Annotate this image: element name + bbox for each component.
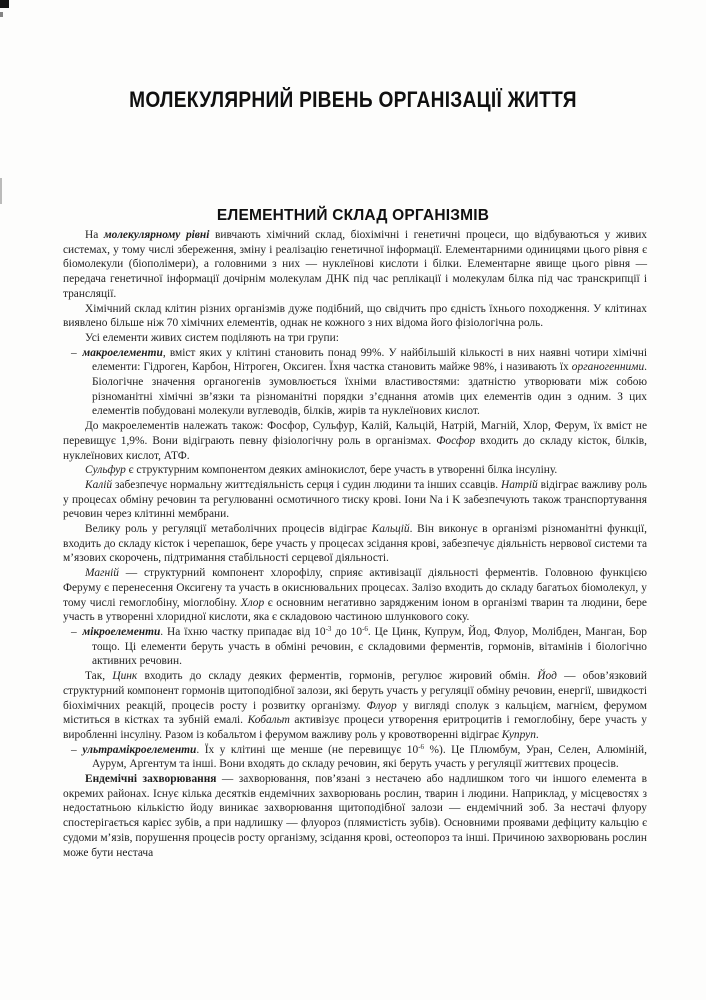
text-run: Калій: [85, 478, 113, 491]
text-run: Цинк: [112, 670, 138, 683]
bullet-dash: –: [71, 743, 83, 756]
text-run: мікроелементи: [82, 625, 161, 638]
list-item: [63, 625, 647, 669]
text-run: Ендемічні захворювання: [85, 773, 217, 786]
text-run: -3: [325, 624, 332, 633]
text-run: Купруп: [501, 728, 536, 741]
text-run: Кобальт: [247, 714, 290, 727]
text-run: Сульфур: [85, 464, 126, 477]
paragraph: [63, 772, 647, 860]
scan-speck-streak: [0, 178, 2, 204]
text-run: %). Це Плюмбум, Уран, Селен, Алюміній, Аурум, Аргентум та інші. Вони входять до складу речовин, які беруть участь у регуляції життєвих процесів.: [92, 743, 647, 771]
text-run: До макроелементів належать також: Фосфор, Сульфур, Калій, Кальцій, Натрій, Магній, Хлор, Ферум, їх вміст не перевищує 1,9%. Вони відіграють певну фізіологічну роль в організмах.: [63, 420, 647, 447]
paragraph: [63, 228, 647, 302]
page-title: МОЛЕКУЛЯРНИЙ РІВЕНЬ ОРГАНІЗАЦІЇ ЖИТТЯ: [129, 86, 577, 112]
text-run: молекулярному рівні: [103, 229, 210, 241]
text-run: Магній: [85, 567, 119, 580]
text-run: -6: [362, 624, 368, 633]
paragraph: [63, 478, 647, 522]
scan-speck-corner: [0, 0, 9, 8]
text-run: до 10: [331, 625, 363, 638]
text-run: На: [85, 229, 104, 241]
text-run: — структурний компонент хлорофілу, сприяє активізації діяльності ферментів. Головною функцією Феруму є перенесення Оксигену та участь в окиснювальних процесах. Залізо входить до складу багатьох біомолекул, у тому числі гемоглобіну, міоглобіну.: [63, 567, 647, 609]
text-run: активізує процеси утворення еритроцитів і гемоглобіну, бере участь у виробленні інсуліну. Разом із кобальтом і ферумом важливу роль у кровотворенні відіграє: [63, 714, 648, 741]
paragraph: [63, 463, 647, 478]
list-item: [63, 346, 647, 420]
text-run: є основним негативно зарядженим іоном в організмі тварин та людини, бере участь в утворенні хлоридної кислоти, яка є складовою частиною шлункового соку.: [63, 596, 647, 624]
paragraph: [63, 566, 647, 625]
text-run: входить до складу деяких ферментів, гормонів, регулює жировий обмін.: [137, 670, 538, 683]
text-run: , вміст яких у клітині становить понад 99%. У найбільшій кількості в них наявні чотири хімічні елементи: Гідроген, Карбон, Нітроген, Оксиген. Їхня частка становить майже 98%, і називають їх: [92, 346, 647, 374]
text-run: Фосфор: [436, 434, 476, 447]
text-run: -6: [418, 742, 425, 751]
text-run: макроелементи: [82, 346, 163, 359]
text-run: Флуор: [366, 699, 397, 712]
paragraph: [63, 302, 647, 331]
scan-speck-small: [0, 12, 3, 17]
text-run: Хімічний склад клітин різних організмів дуже подібний, що свідчить про єдність їхнього походження. У клітинах виявлено більше ніж 70 хімічних елементів, однак не кожного з них відома його фізіологічна роль.: [63, 302, 647, 330]
list-item: [63, 743, 647, 772]
text-run: . Це Цинк, Купрум, Йод, Флуор, Молібден, Манган, Бор тощо. Ці елементи беруть участь в обміні речовин, є складовими ферментів, гормонів, вітамінів і біологічно активних речовин.: [92, 625, 648, 668]
text-run: .: [535, 728, 539, 741]
text-run: входить до складу кісток, білків, нуклеїнових кислот, АТФ.: [63, 434, 647, 462]
text-run: Натрій: [501, 478, 538, 491]
paragraph: [63, 522, 647, 566]
text-run: є структурним компонентом деяких амінокислот, бере участь в утворенні білка інсуліну.: [125, 464, 558, 477]
bullet-dash: –: [71, 346, 83, 359]
text-run: Хлор: [240, 596, 265, 609]
text-run: . Він виконує в організмі різноманітні функції, входить до складу кісток і черепашок, бере участь у процесах зсідання крові, забезпечує діяльність нервової системи та м’язових скорочень, підтримання стабільності серцевої діяльності.: [63, 523, 647, 565]
text-run: Кальцій: [371, 523, 410, 536]
text-run: — захворювання, пов’язані з нестачею або надлишком того чи іншого елемента в окремих районах. Існує кілька десятків ендемічних захворювань рослин, тварин і людини. Наприклад, у місцевостях з недостатньою кількістю йоду виникає захворювання щитоподібної залози — ендемічний зоб. За нестачі флуору спостерігається карієс зубів, а при надлишку — флуороз (плямистість зубів). Основними проявами дефіциту кальцію є судоми м’язів, порушення процесів росту організму, зсідання крові, остеопороз та інші. Причиною захворювань рослин може бути нестача: [63, 773, 648, 859]
text-run: Так,: [85, 670, 113, 683]
paragraph: [63, 331, 647, 346]
text-run: . Їх у клітині ще менше (не перевищує 10: [196, 743, 419, 756]
text-run: . На їхню частку припадає від 10: [160, 625, 326, 638]
paragraph: [63, 669, 647, 743]
text-run: забезпечує нормальну життєдіяльність серця і судин людини та інших ссавців.: [112, 478, 501, 491]
text-run: відіграє важливу роль у процесах обміну речовин та регулюванні осмотичного тиску крові. Іони Na і K забезпечують також транспортування речовин через клітинні мембрани.: [63, 478, 647, 521]
text-run: . Біологічне значення органогенів зумовлюється їхніми властивостями: здатністю утворювати між собою різноманітні хімічні зв’язки та різноманітні порядки з’єднання атомів цих елементів один з одним. З цих елементів побудовані молекули вуглеводів, білків, жирів та нуклеїнових кислот.: [92, 361, 647, 418]
paragraph: [63, 419, 647, 463]
section-heading: ЕЛЕМЕНТНИЙ СКЛАД ОРГАНІЗМІВ: [216, 206, 490, 224]
text-run: у вигляді сполук з кальцієм, магнієм, ферумом міститься в кістках та зубній емалі.: [63, 699, 647, 727]
bullet-dash: –: [71, 625, 83, 638]
text-run: Велику роль у регуляції метаболічних процесів відіграє: [85, 523, 372, 536]
body-text: [63, 228, 647, 860]
text-run: Усі елементи живих систем поділяють на три групи:: [85, 331, 339, 344]
text-run: ультрамікроелементи: [82, 743, 197, 756]
text-run: — обов’язковий структурний компонент гормонів щитоподібної залози, які беруть участь у регуляції обміну речовин, енергії, швидкості біохімічних реакцій, процесів росту і розвитку організму.: [63, 670, 647, 712]
text-run: Йод: [537, 670, 557, 683]
text-run: органогенними: [571, 361, 645, 374]
text-run: вивчають хімічний склад, біохімічні і генетичні процеси, що відбуваються у живих системах, у тому числі збереження, зміну і реалізацію генетичної інформації. Елементарними одиницями цього рівня є біомолекули (біополімери), а головними з них — нуклеїнові кислоти і білки. Елементарне явище цього рівня — передача генетичної інформації дочірнім молекулам ДНК під час реплікації і молекулам білка під час транскрипції і трансляції.: [63, 229, 647, 300]
